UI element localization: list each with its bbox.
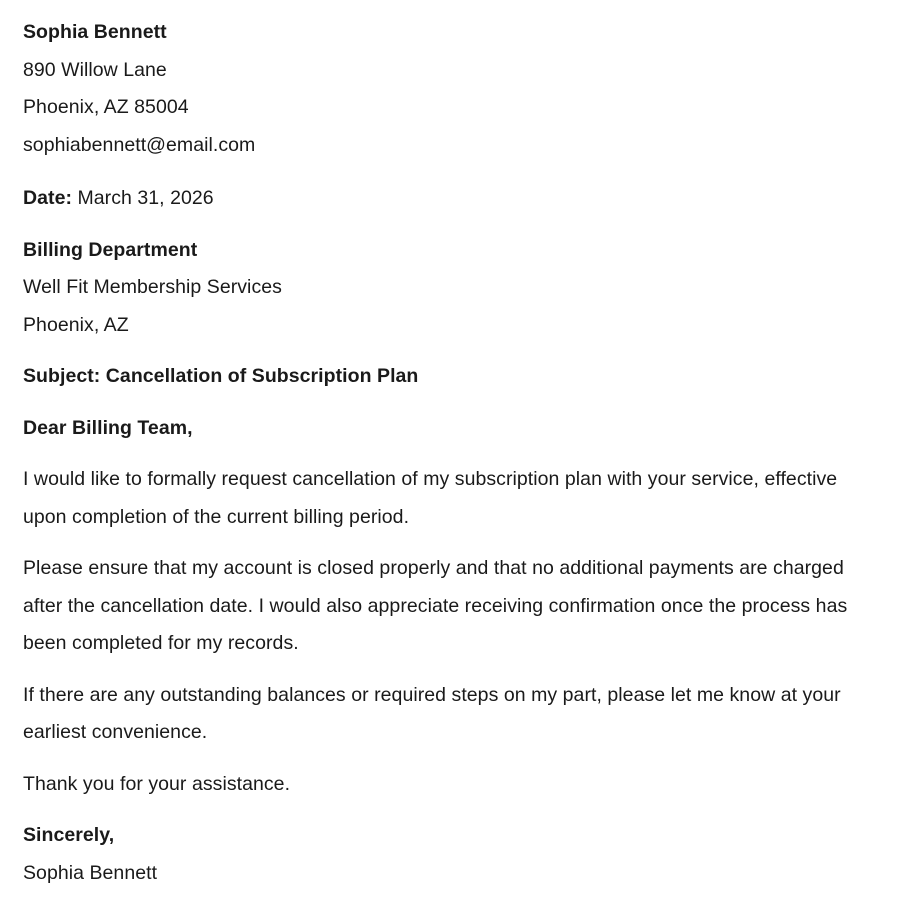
body-paragraph-4: Thank you for your assistance. (23, 772, 291, 795)
sender-street: 890 Willow Lane (23, 58, 167, 81)
date-value: March 31, 2026 (72, 187, 214, 209)
sender-address-block (23, 14, 870, 164)
date-block (23, 180, 870, 218)
recipient-city-state: Phoenix, AZ (23, 313, 129, 336)
subject-line: Subject: Cancellation of Subscription Plan (23, 365, 419, 387)
salutation: Dear Billing Team, (23, 416, 193, 439)
sender-email: sophiabennett@email.com (23, 133, 256, 156)
recipient-company: Well Fit Membership Services (23, 276, 282, 298)
date-label: Date: (23, 187, 73, 209)
subject-block (23, 358, 870, 396)
sender-city-state-zip: Phoenix, AZ 85004 (23, 96, 189, 118)
body-paragraph-1: I would like to formally request cancellation of my subscription plan with your service, effective upon completion of the current billing period. (23, 468, 838, 528)
body-paragraph-2: Please ensure that my account is closed properly and that no additional payments are charged after the cancellation date. I would also appreciate receiving confirmation once the process has been completed for my records. (23, 557, 848, 654)
date-line (23, 180, 870, 218)
body-paragraph-3: If there are any outstanding balances or required steps on my part, please let me know at your earliest convenience. (23, 683, 841, 743)
recipient-address-block (23, 232, 870, 345)
valediction: Sincerely, (23, 824, 115, 846)
sender-name: Sophia Bennett (23, 21, 167, 43)
salutation-block (23, 410, 870, 448)
recipient-department: Billing Department (23, 238, 198, 261)
closing-block (23, 817, 870, 892)
signature-name: Sophia Bennett (23, 861, 158, 884)
